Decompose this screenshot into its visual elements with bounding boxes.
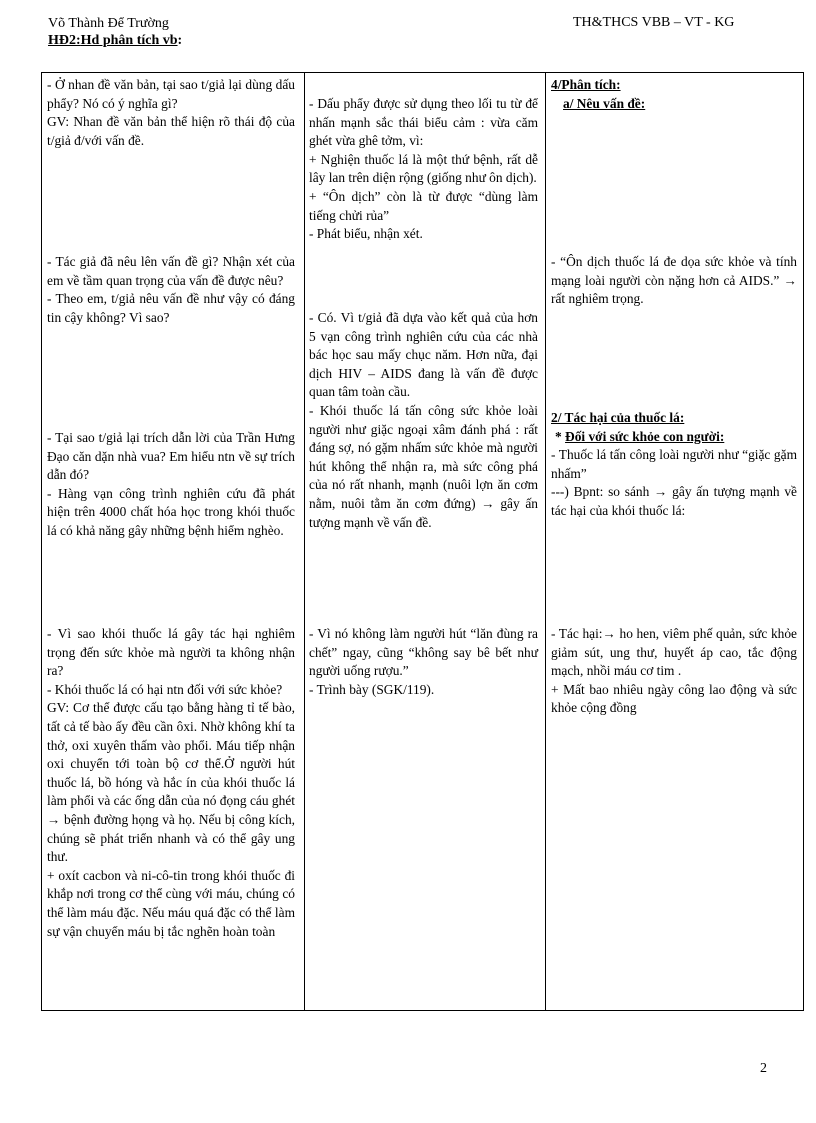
header-author: Võ Thành Để Trường bbox=[48, 16, 169, 31]
column-divider bbox=[304, 73, 305, 1010]
section-heading: 4/Phân tích: bbox=[551, 77, 621, 92]
teacher-question: - Vì sao khói thuốc lá gây tác hại nghiêm trọng đến sức khỏe mà người ta không nhận ra? bbox=[47, 626, 295, 679]
activity-prefix: HĐ2: bbox=[48, 33, 81, 48]
teacher-question-block bbox=[47, 76, 295, 150]
student-answer: - Trình bày (SGK/119). bbox=[309, 681, 435, 697]
teacher-question: - Theo em, t/giả nêu vấn đề như vậy có đáng tin cậy không? Vì sao? bbox=[47, 291, 295, 325]
teacher-note: + oxít cacbon và ni-cô-tin trong khói thuốc đi khắp nơi trong cơ thể cùng với máu, chúng có thể làm máu đặc. Nếu máu quá đặc có thể làm sự vận chuyển máu bị tắc nghẽn hoàn toàn bbox=[47, 867, 295, 939]
effects-block bbox=[551, 625, 797, 718]
teacher-question: - Ở nhan đề văn bản, tại sao t/giả lại dùng dấu phẩy? Nó có ý nghĩa gì? bbox=[47, 77, 295, 111]
teacher-question: - Tác giả đã nêu lên vấn đề gì? Nhận xét của em về tầm quan trọng của vấn đề được nêu? bbox=[47, 254, 295, 288]
student-answer: - Khói thuốc lá tấn công sức khỏe loài người như giặc ngoại xâm đánh phá : rất đáng sợ, nó gặm nhấm sức khỏe mà người hút không thể nhận ra, mà sức công phá của nó rất nhanh, mạnh (nuôi lợn ăn cơm nằm, nuôi tằm ăn cơm đứng) → gây ấn tượng mạnh về vấn đề. bbox=[309, 402, 538, 530]
student-answer-block bbox=[309, 309, 538, 532]
activity-suffix: : bbox=[177, 33, 183, 48]
student-answer-block bbox=[309, 95, 538, 244]
subsection-heading: a/ Nêu vấn đề: bbox=[563, 95, 646, 111]
teacher-note: - Hàng vạn công trình nghiên cứu đã phát hiện trên 4000 chất hóa học trong khói thuốc lá có khả năng gây những bệnh hiểm nghèo. bbox=[47, 485, 295, 538]
content-block bbox=[551, 253, 797, 309]
student-answer: + “Ôn dịch” còn là từ được “dùng làm tiếng chửi rủa” bbox=[309, 188, 538, 223]
subsection-heading: * Đối với sức khỏe con người: bbox=[555, 428, 725, 444]
student-answer: - Có. Vì t/giả đã dựa vào kết quả của hơn 5 vạn công trình nghiên cứu của các nhà bác học sau mấy chục năm. Hơn nữa, đại dịch HIV – AIDS đang là vấn đề được quan tâm toàn cầu. bbox=[309, 310, 538, 400]
activity-title bbox=[48, 33, 182, 49]
section-heading: 2/ Tác hại của thuốc lá: bbox=[551, 410, 685, 425]
student-answer: - Phát biểu, nhận xét. bbox=[309, 226, 423, 242]
teacher-question: - Tại sao t/giả lại trích dẫn lời của Trần Hưng Đạo căn dặn nhà vua? Em hiểu ntn về sự trích dẫn đó? bbox=[47, 430, 295, 483]
lesson-table bbox=[41, 72, 804, 1011]
teacher-question-block bbox=[47, 253, 295, 327]
student-answer: - Dấu phẩy được sử dụng theo lối tu từ để nhấn mạnh sắc thái biểu cảm : vừa căm ghét vừa ghê tởm, vì: bbox=[309, 96, 538, 149]
content-text: ---) Bpnt: so sánh → gây ấn tượng mạnh về tác hại của khói thuốc lá: bbox=[551, 484, 797, 518]
content-text: - Thuốc lá tấn công loài người như “giặc gặm nhấm” bbox=[551, 447, 797, 481]
content-text: - Tác hại:→ ho hen, viêm phế quản, sức khỏe giảm sút, ung thư, huyết áp cao, tắc động mạch, nhồi máu cơ tim . bbox=[551, 626, 797, 679]
teacher-note: GV: Nhan đề văn bản thể hiện rõ thái độ của t/giả đ/với vấn đề. bbox=[47, 114, 295, 148]
student-answer-block bbox=[309, 625, 538, 699]
content-text: - “Ôn dịch thuốc lá đe dọa sức khỏe và tính mạng loài người còn nặng hơn cả AIDS.” → rất nghiêm trọng. bbox=[551, 254, 797, 307]
teacher-question: - Khói thuốc lá có hại ntn đối với sức khỏe? bbox=[47, 681, 283, 697]
teacher-question-block bbox=[47, 625, 295, 941]
page-number: 2 bbox=[760, 1061, 767, 1076]
analysis-heading-block bbox=[551, 76, 797, 113]
student-answer: - Vì nó không làm người hút “lăn đùng ra chết” ngay, cũng “không say bê bết như người uống rượu.” bbox=[309, 626, 538, 679]
activity-text: Hd phân tích vb bbox=[80, 33, 178, 48]
teacher-question-block bbox=[47, 429, 295, 541]
harm-block bbox=[551, 409, 797, 521]
teacher-note: GV: Cơ thể được cấu tạo bằng hàng tỉ tế bào, tất cả tế bào ấy đều cần ôxi. Nhờ không khí ta thở, oxi xuyên thấm vào phổi. Máu tiếp nhận oxi chuyển tới toàn bộ cơ thể.Ở người hút thuốc lá, bồ hóng và hắc ín của khói thuốc lá làm phổi và các ống dẫn của nó đọng cáu ghét → bệnh đường họng và họ. Nếu bị công kích, chúng sẽ phát triển nhanh và có thể gây ung thư. bbox=[47, 700, 295, 865]
header-school: TH&THCS VBB – VT - KG bbox=[573, 15, 735, 30]
column-divider bbox=[545, 73, 546, 1010]
content-text: + Mất bao nhiêu ngày công lao động và sức khỏe cộng đồng bbox=[551, 681, 797, 716]
student-answer: + Nghiện thuốc lá là một thứ bệnh, rất dễ lây lan trên diện rộng (giống như ôn dịch). bbox=[309, 151, 538, 186]
